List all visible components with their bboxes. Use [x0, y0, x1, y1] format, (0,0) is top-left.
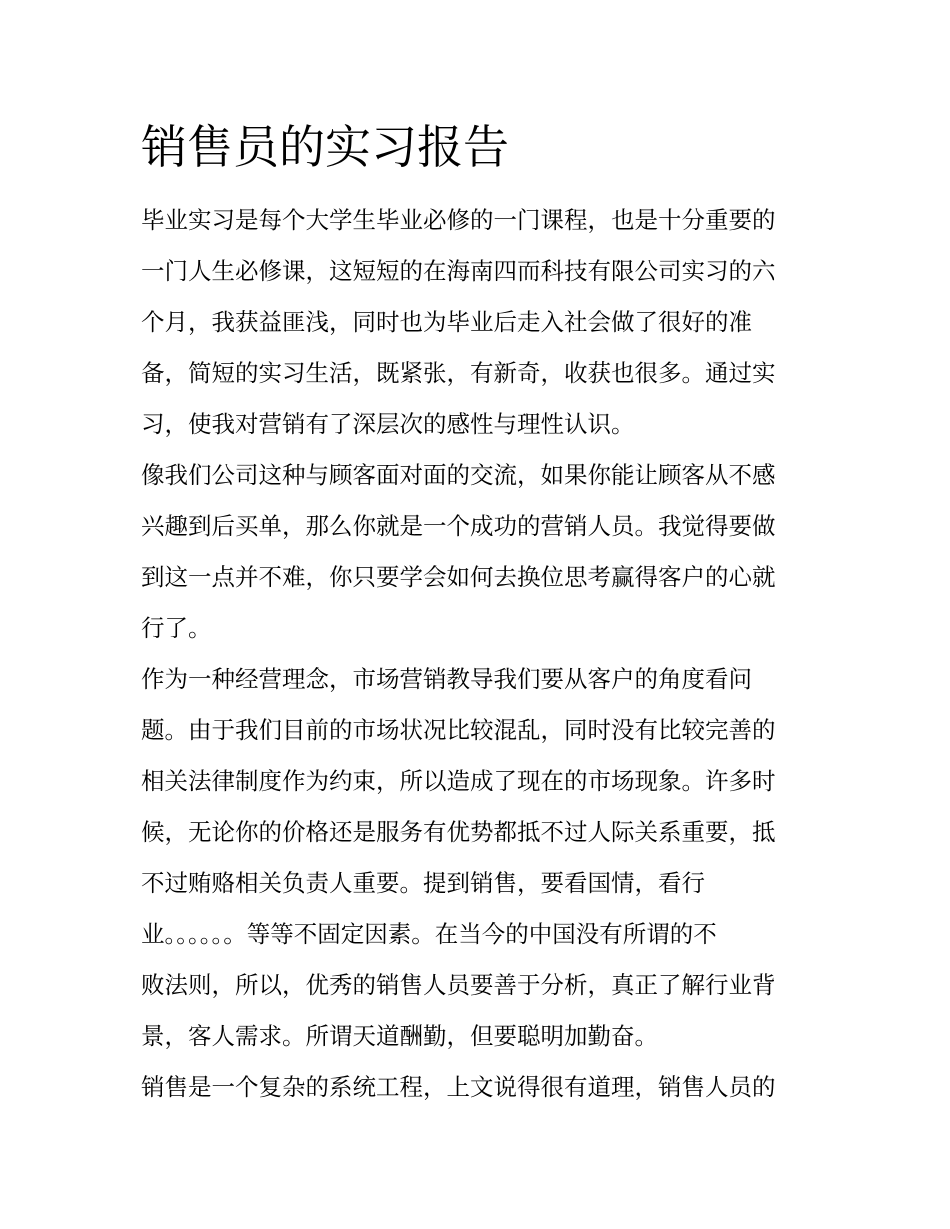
body-line: 销售是一个复杂的系统工程，上文说得很有道理，销售人员的	[141, 1073, 776, 1101]
body-line: 候，无论你的价格还是服务有优势都抵不过人际关系重要，抵	[141, 818, 776, 846]
body-line: 业。。。。。。等等不固定因素。在当今的中国没有所谓的不	[141, 920, 717, 948]
body-line: 败法则，所以，优秀的销售人员要善于分析，真正了解行业背	[141, 971, 776, 999]
body-line: 相关法律制度作为约束，所以造成了现在的市场现象。许多时	[141, 767, 776, 795]
body-line: 像我们公司这种与顾客面对面的交流，如果你能让顾客从不感	[141, 461, 776, 489]
body-line: 毕业实习是每个大学生毕业必修的一门课程，也是十分重要的	[141, 206, 776, 234]
body-line: 个月，我获益匪浅，同时也为毕业后走入社会做了很好的准	[141, 308, 752, 336]
body-line: 到这一点并不难，你只要学会如何去换位思考赢得客户的心就	[141, 563, 776, 591]
body-line: 景，客人需求。所谓天道酬勤，但要聪明加勤奋。	[141, 1022, 658, 1050]
body-line: 行了。	[141, 614, 212, 642]
body-line: 一门人生必修课，这短短的在海南四而科技有限公司实习的六	[141, 257, 776, 285]
body-line: 题。由于我们目前的市场状况比较混乱，同时没有比较完善的	[141, 716, 776, 744]
body-line: 兴趣到后买单，那么你就是一个成功的营销人员。我觉得要做	[141, 512, 776, 540]
body-line: 作为一种经营理念，市场营销教导我们要从客户的角度看问	[141, 665, 752, 693]
document-title: 销售员的实习报告	[141, 120, 509, 174]
body-line: 备，简短的实习生活，既紧张，有新奇，收获也很多。通过实	[141, 359, 776, 387]
body-line: 不过贿赂相关负责人重要。提到销售，要看国情，看行	[141, 869, 705, 897]
body-line: 习，使我对营销有了深层次的感性与理性认识。	[141, 410, 635, 438]
